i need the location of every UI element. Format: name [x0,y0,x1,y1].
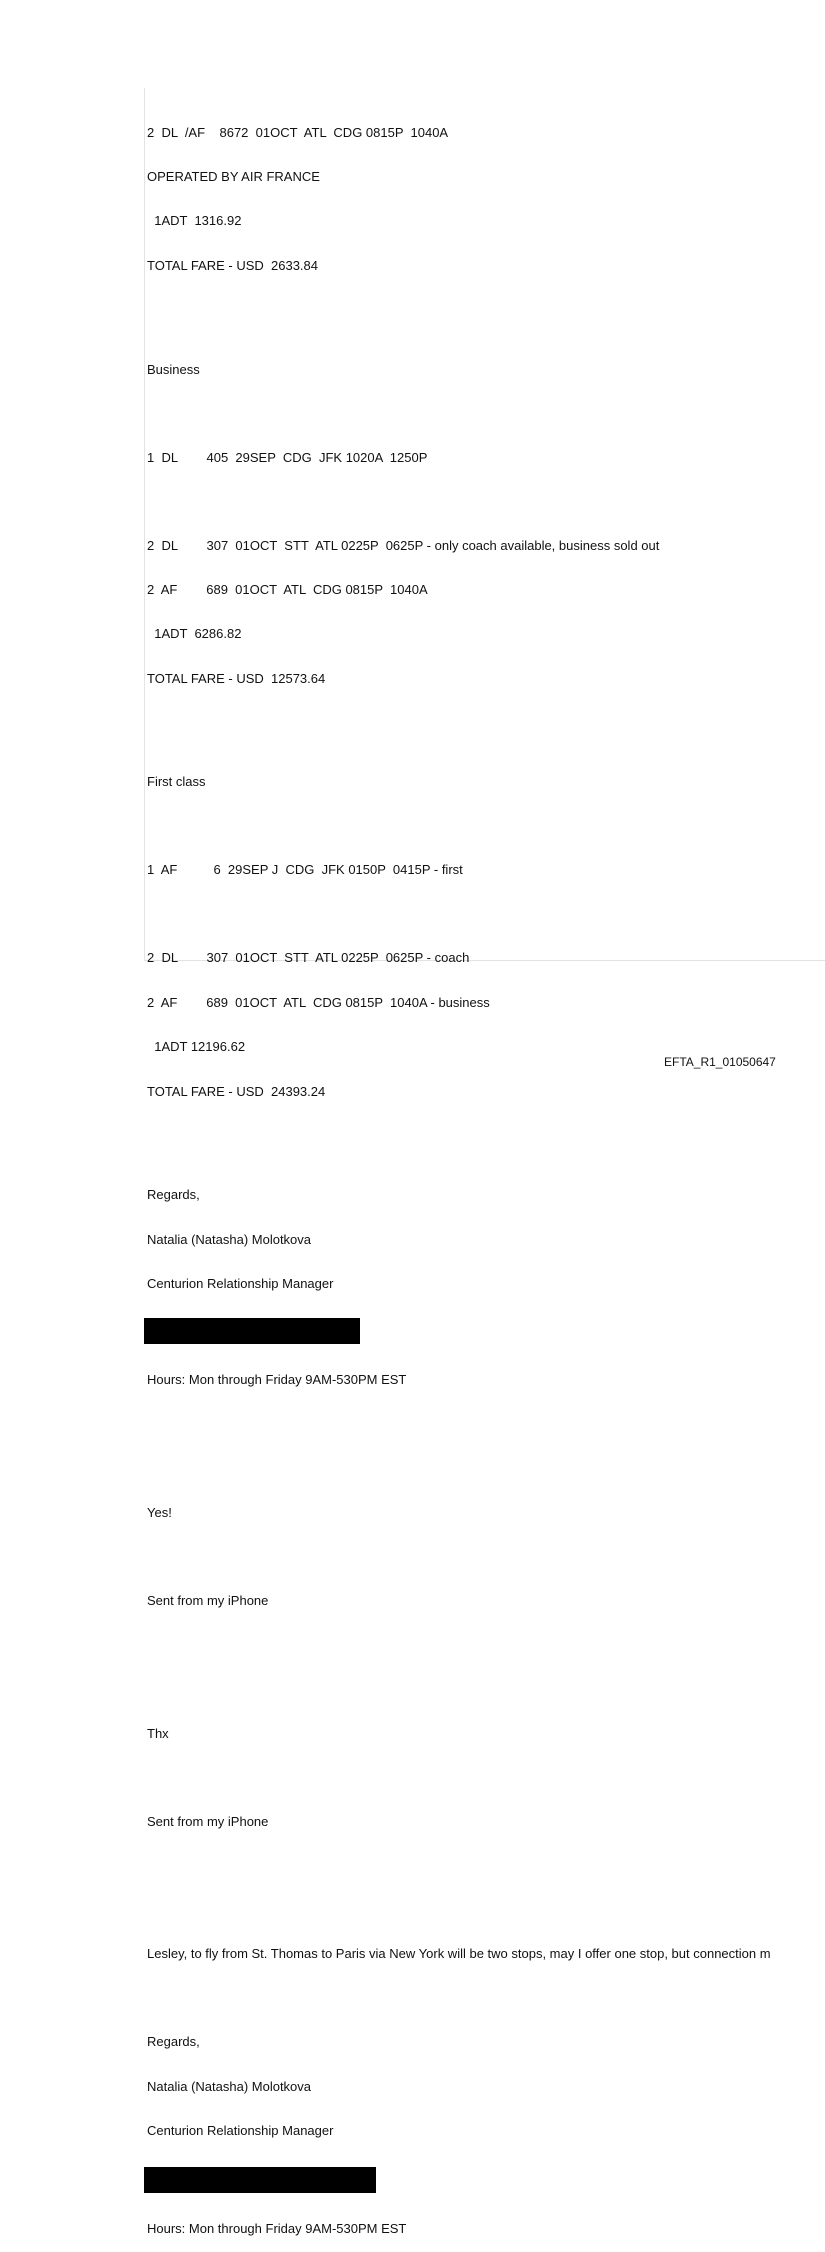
spacer [147,1418,816,1462]
spacer [147,1550,816,1564]
flight-segment: 1 DL 405 29SEP CDG JFK 1020A 1250P [147,449,428,465]
reply-text: Thx [147,1725,169,1741]
signature-name: Natalia (Natasha) Molotkova [147,1231,312,1247]
spacer [147,495,816,509]
section-heading-first-class: First class [147,774,206,790]
spacer [147,1771,816,1785]
spacer [147,1992,816,2006]
total-fare: TOTAL FARE - USD 12573.64 [147,670,326,686]
redaction-block [144,2167,376,2193]
signature-title: Centurion Relationship Manager [147,1276,334,1292]
spacer [147,1129,816,1144]
flight-segment: 2 AF 689 01OCT ATL CDG 0815P 1040A - business [147,994,490,1010]
message-text: Lesley, to fly from St. Thomas to Paris via New York will be two stops, may I offer one stop, but connection m [147,1946,771,1962]
spacer [147,1638,816,1682]
signature-title: Centurion Relationship Manager [147,2123,334,2139]
signature-name: Natalia (Natasha) Molotkova [147,2078,312,2094]
spacer [147,716,816,731]
document-id: EFTA_R1_01050647 [664,1055,776,1069]
flight-segment: 1 AF 6 29SEP J CDG JFK 0150P 0415P - first [147,862,463,878]
signature-regards: Regards, [147,1187,200,1203]
section-heading-business: Business [147,361,200,377]
fare-per-adult: 1ADT 6286.82 [147,626,242,642]
spacer [147,407,816,421]
spacer [147,820,816,834]
reply-text: Yes! [147,1504,172,1520]
email-body [147,96,816,2252]
flight-segment: 2 DL 307 01OCT STT ATL 0225P 0625P - only coach available, business sold out [147,537,660,553]
sent-from-note: Sent from my iPhone [147,1592,269,1608]
fare-per-adult: 1ADT 12196.62 [147,1039,246,1055]
flight-segment: 2 AF 689 01OCT ATL CDG 0815P 1040A [147,581,428,597]
total-fare: TOTAL FARE - USD 24393.24 [147,1083,326,1099]
operated-by-note: OPERATED BY AIR FRANCE [147,168,320,184]
spacer [147,303,816,318]
spacer [147,1859,816,1903]
fare-per-adult: 1ADT 1316.92 [147,213,242,229]
sent-from-note: Sent from my iPhone [147,1813,269,1829]
spacer [147,908,816,922]
total-fare: TOTAL FARE - USD 2633.84 [147,257,318,273]
signature-hours: Hours: Mon through Friday 9AM-530PM EST [147,2221,407,2237]
signature-hours: Hours: Mon through Friday 9AM-530PM EST [147,1372,407,1388]
flight-segment: 2 DL /AF 8672 01OCT ATL CDG 0815P 1040A [147,124,449,140]
flight-segment: 2 DL 307 01OCT STT ATL 0225P 0625P - coach [147,950,470,966]
signature-regards: Regards, [147,2034,200,2050]
redaction-block [144,1318,360,1344]
